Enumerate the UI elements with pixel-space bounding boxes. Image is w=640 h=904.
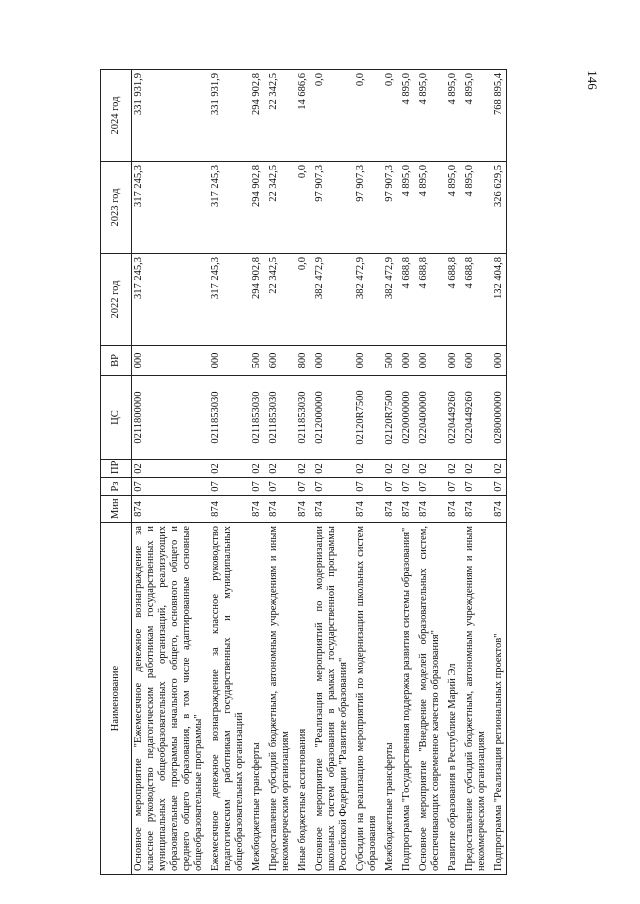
- cell-y2024: 22 342,5: [264, 70, 293, 162]
- cell-name: Развитие образования в Республике Марий Эл: [443, 523, 460, 875]
- cell-name: Межбюджетные трансферты: [380, 523, 397, 875]
- cell-y2024: 331 931,9: [132, 70, 207, 162]
- cell-vr: 800: [293, 346, 310, 376]
- table-row: [380, 70, 397, 875]
- cell-vr: 000: [443, 346, 460, 376]
- page-number: 146: [585, 70, 600, 90]
- cell-min: 874: [489, 496, 507, 523]
- cell-name: Основное мероприятие "Реализация мероприятий по модернизации школьных систем образования в рамках государственной программы Российской Федерации "Развитие образования": [310, 523, 351, 875]
- cell-pr: 02: [264, 460, 293, 478]
- cell-pr: 02: [351, 460, 380, 478]
- cell-vr: 600: [460, 346, 489, 376]
- cell-cs: 0211853030: [206, 376, 247, 460]
- table-row: [206, 70, 247, 875]
- cell-pr: 02: [247, 460, 264, 478]
- table-row: [443, 70, 460, 875]
- cell-pr: 02: [460, 460, 489, 478]
- cell-y2024: 4 895,0: [460, 70, 489, 162]
- table-row: [132, 70, 207, 875]
- cell-vr: 500: [247, 346, 264, 376]
- table-body: [132, 70, 507, 875]
- header-2023: 2023 год: [101, 162, 132, 254]
- cell-pr: 02: [397, 460, 414, 478]
- table-header-row: [101, 70, 132, 875]
- cell-y2022: 317 245,3: [206, 254, 247, 346]
- cell-y2022: 132 404,8: [489, 254, 507, 346]
- cell-name: Основное мероприятие "Внедрение моделей образовательных систем, обеспечивающих современное качество образования": [414, 523, 443, 875]
- cell-pr: 02: [443, 460, 460, 478]
- cell-y2024: 4 895,0: [414, 70, 443, 162]
- cell-y2022: 0,0: [293, 254, 310, 346]
- cell-y2022: 382 472,9: [351, 254, 380, 346]
- cell-min: 874: [206, 496, 247, 523]
- table-row: [264, 70, 293, 875]
- cell-y2024: 768 895,4: [489, 70, 507, 162]
- cell-y2024: 331 931,9: [206, 70, 247, 162]
- cell-y2022: 4 688,8: [460, 254, 489, 346]
- table-row: [460, 70, 489, 875]
- cell-y2022: 294 902,8: [247, 254, 264, 346]
- cell-cs: 0220400000: [414, 376, 443, 460]
- cell-name: Предоставление субсидий бюджетным, автономным учреждениям и иным некоммерческим организациям: [460, 523, 489, 875]
- cell-name: Предоставление субсидий бюджетным, автономным учреждениям и иным некоммерческим организациям: [264, 523, 293, 875]
- cell-pr: 02: [489, 460, 507, 478]
- cell-rz: 07: [132, 478, 207, 496]
- cell-rz: 07: [443, 478, 460, 496]
- cell-y2024: 4 895,0: [397, 70, 414, 162]
- cell-y2022: 382 472,9: [380, 254, 397, 346]
- budget-table-container: [100, 70, 635, 875]
- cell-cs: 0220000000: [397, 376, 414, 460]
- table-row: [247, 70, 264, 875]
- cell-y2023: 0,0: [293, 162, 310, 254]
- budget-table: [100, 69, 507, 875]
- cell-cs: 02120R7500: [380, 376, 397, 460]
- cell-min: 874: [132, 496, 207, 523]
- cell-pr: 02: [293, 460, 310, 478]
- cell-rz: 07: [380, 478, 397, 496]
- cell-y2022: 4 688,8: [397, 254, 414, 346]
- cell-vr: 000: [414, 346, 443, 376]
- cell-rz: 07: [247, 478, 264, 496]
- cell-vr: 000: [132, 346, 207, 376]
- cell-min: 874: [247, 496, 264, 523]
- cell-vr: 600: [264, 346, 293, 376]
- cell-y2023: 326 629,5: [489, 162, 507, 254]
- cell-rz: 07: [293, 478, 310, 496]
- cell-vr: 000: [351, 346, 380, 376]
- cell-y2022: 317 245,3: [132, 254, 207, 346]
- cell-cs: 0211853030: [293, 376, 310, 460]
- cell-pr: 02: [414, 460, 443, 478]
- cell-y2023: 97 907,3: [380, 162, 397, 254]
- cell-y2022: 22 342,5: [264, 254, 293, 346]
- cell-y2023: 97 907,3: [351, 162, 380, 254]
- table-row: [397, 70, 414, 875]
- cell-y2023: 97 907,3: [310, 162, 351, 254]
- cell-cs: 0211800000: [132, 376, 207, 460]
- cell-min: 874: [460, 496, 489, 523]
- header-2024: 2024 год: [101, 70, 132, 162]
- cell-y2024: 294 902,8: [247, 70, 264, 162]
- cell-y2023: 4 895,0: [443, 162, 460, 254]
- header-cs: ЦС: [101, 376, 132, 460]
- cell-cs: 0212000000: [310, 376, 351, 460]
- cell-y2023: 4 895,0: [414, 162, 443, 254]
- header-min: Мин: [101, 496, 132, 523]
- table-row: [414, 70, 443, 875]
- cell-rz: 07: [206, 478, 247, 496]
- cell-min: 874: [380, 496, 397, 523]
- cell-cs: 02120R7500: [351, 376, 380, 460]
- cell-cs: 0220449260: [460, 376, 489, 460]
- cell-rz: 07: [460, 478, 489, 496]
- cell-name: Ежемесячное денежное вознаграждение за классное руководство педагогическим работникам государственных и муниципальных общеобразовательных организаций: [206, 523, 247, 875]
- cell-y2024: 0,0: [351, 70, 380, 162]
- cell-vr: 500: [380, 346, 397, 376]
- cell-rz: 07: [414, 478, 443, 496]
- cell-pr: 02: [380, 460, 397, 478]
- cell-pr: 02: [132, 460, 207, 478]
- cell-rz: 07: [310, 478, 351, 496]
- table-row: [293, 70, 310, 875]
- cell-rz: 07: [264, 478, 293, 496]
- cell-pr: 02: [310, 460, 351, 478]
- cell-pr: 02: [206, 460, 247, 478]
- cell-min: 874: [351, 496, 380, 523]
- table-row: [351, 70, 380, 875]
- cell-vr: 000: [310, 346, 351, 376]
- rotated-sheet: [100, 70, 635, 875]
- header-vr: ВР: [101, 346, 132, 376]
- cell-name: Иные бюджетные ассигнования: [293, 523, 310, 875]
- cell-y2022: 382 472,9: [310, 254, 351, 346]
- cell-min: 874: [414, 496, 443, 523]
- cell-name: Субсидии на реализацию мероприятий по модернизации школьных систем образования: [351, 523, 380, 875]
- header-rz: Рз: [101, 478, 132, 496]
- cell-cs: 0211853030: [264, 376, 293, 460]
- cell-name: Межбюджетные трансферты: [247, 523, 264, 875]
- cell-y2022: 4 688,8: [414, 254, 443, 346]
- cell-cs: 0220449260: [443, 376, 460, 460]
- cell-min: 874: [310, 496, 351, 523]
- cell-min: 874: [443, 496, 460, 523]
- cell-min: 874: [264, 496, 293, 523]
- cell-cs: 0211853030: [247, 376, 264, 460]
- cell-y2023: 317 245,3: [132, 162, 207, 254]
- table-row: [310, 70, 351, 875]
- cell-name: Подпрограмма "Государственная поддержка развития системы образования": [397, 523, 414, 875]
- cell-y2024: 14 686,6: [293, 70, 310, 162]
- cell-vr: 000: [206, 346, 247, 376]
- cell-rz: 07: [351, 478, 380, 496]
- cell-cs: 0280000000: [489, 376, 507, 460]
- cell-y2023: 4 895,0: [460, 162, 489, 254]
- cell-y2023: 22 342,5: [264, 162, 293, 254]
- cell-min: 874: [293, 496, 310, 523]
- cell-y2023: 294 902,8: [247, 162, 264, 254]
- cell-rz: 07: [489, 478, 507, 496]
- cell-name: Основное мероприятие "Ежемесячное денежное вознаграждение за классное руководство педагогическим работникам государственных и муниципальных общеобразовательных организаций, реализующих образовательные программы начального общего, основного общего и среднего общего образования, в том числе адаптированные основные общеобразовательные программы": [132, 523, 207, 875]
- cell-y2024: 0,0: [380, 70, 397, 162]
- table-row: [489, 70, 507, 875]
- cell-y2023: 4 895,0: [397, 162, 414, 254]
- cell-y2022: 4 688,8: [443, 254, 460, 346]
- cell-y2023: 317 245,3: [206, 162, 247, 254]
- cell-rz: 07: [397, 478, 414, 496]
- cell-y2024: 0,0: [310, 70, 351, 162]
- cell-vr: 000: [397, 346, 414, 376]
- header-name: Наименование: [101, 523, 132, 875]
- header-pr: ПР: [101, 460, 132, 478]
- cell-min: 874: [397, 496, 414, 523]
- cell-name: Подпрограмма "Реализация региональных проектов": [489, 523, 507, 875]
- cell-vr: 000: [489, 346, 507, 376]
- cell-y2024: 4 895,0: [443, 70, 460, 162]
- header-2022: 2022 год: [101, 254, 132, 346]
